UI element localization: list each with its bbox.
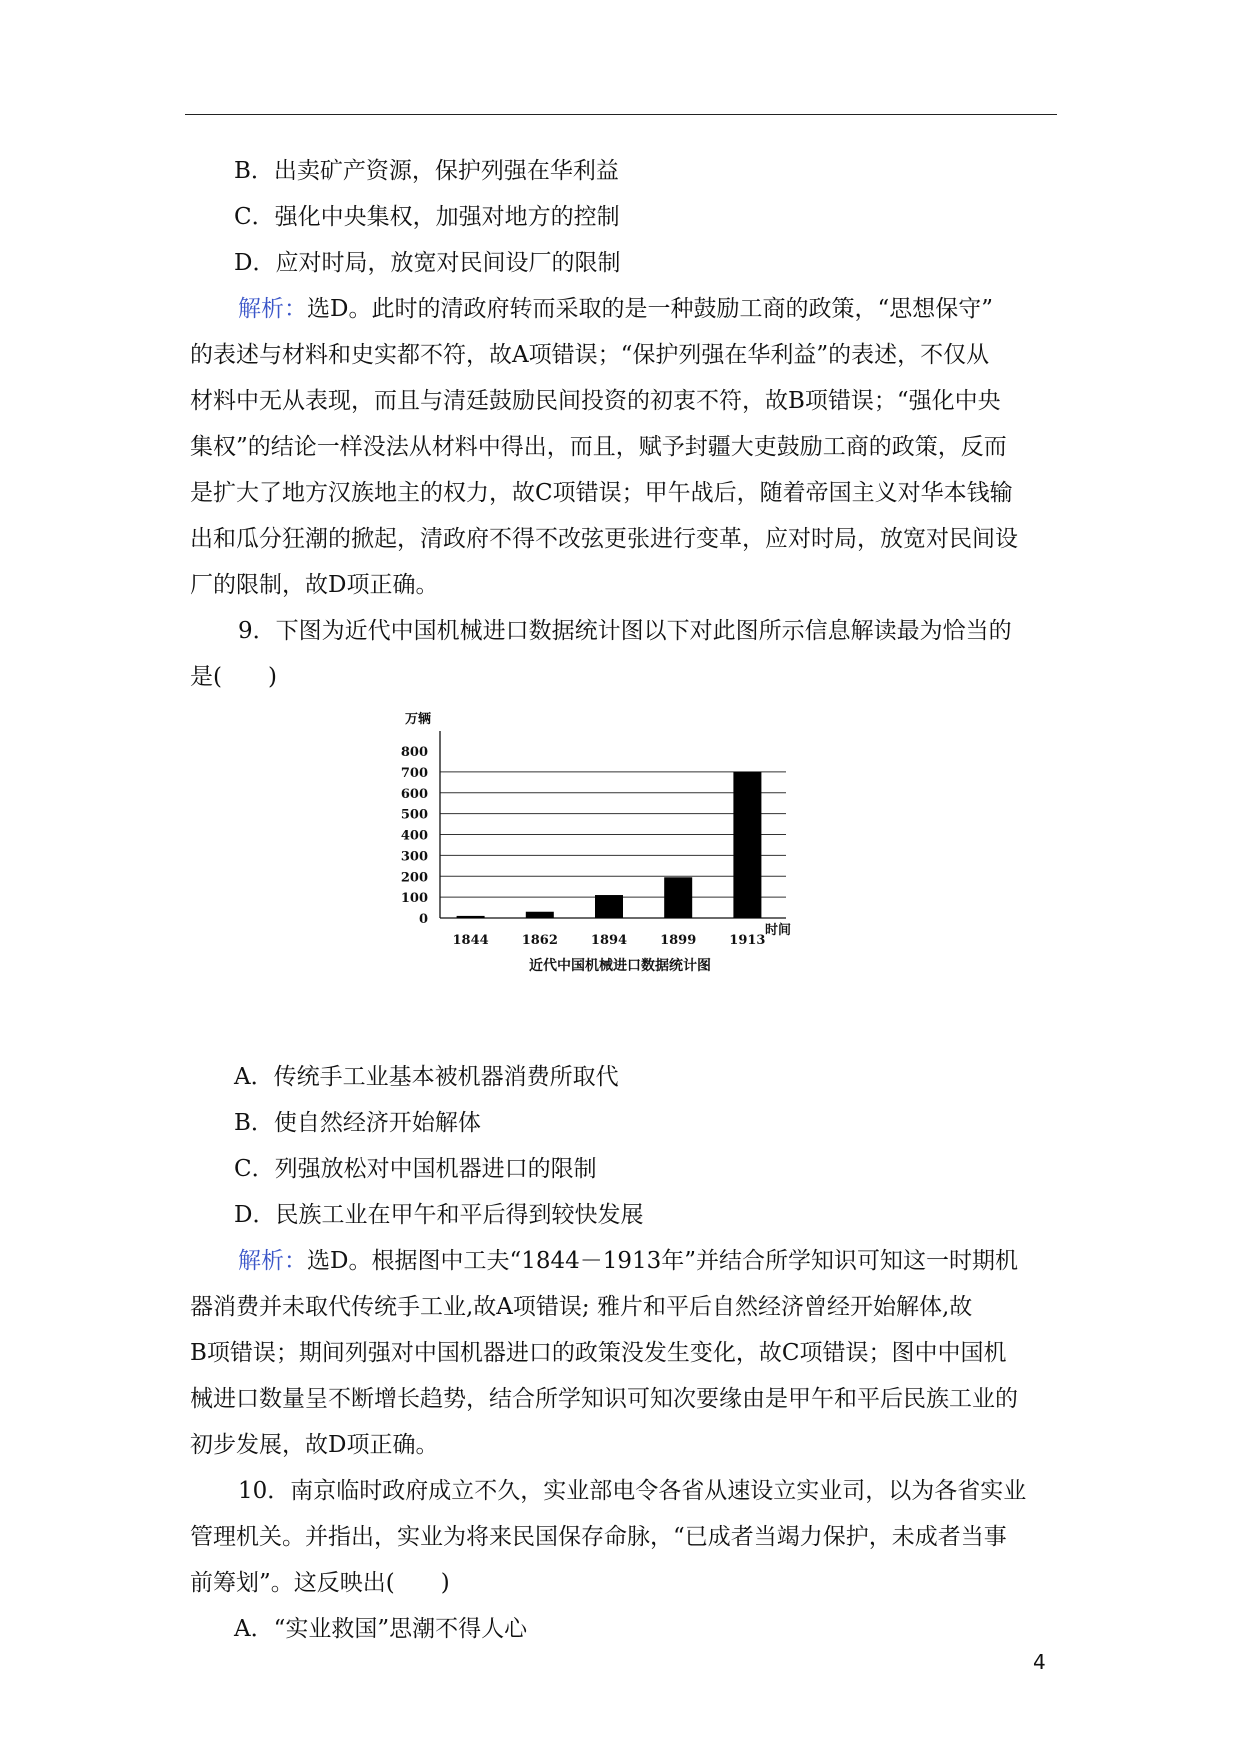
chart-title: 近代中国机械进口数据统计图 [529,958,711,974]
x-tick-label: 1899 [660,933,697,948]
analysis-label: 解析： [238,296,307,322]
bar-chart [400,704,840,1044]
bar [664,877,692,918]
bar [457,916,485,918]
analysis-8-line: 是扩大了地方汉族地主的权力，故C项错误；甲午战后，随着帝国主义对华本钱输 [190,480,1013,506]
x-tick-label: 1894 [590,933,628,948]
y-tick-label: 700 [400,765,428,781]
page-content [190,148,1062,1652]
question-9-stem: 9．下图为近代中国机械进口数据统计图以下对此图所示信息解读最为恰当的 [238,618,1012,644]
x-tick-label: 1862 [521,933,558,948]
question-9-option-d: D．民族工业在甲午和平后得到较快发展 [234,1202,644,1228]
analysis-8-line: 厂的限制，故D项正确。 [190,572,439,598]
y-tick-label: 600 [400,786,428,802]
bar [733,772,761,918]
y-tick-label: 100 [400,891,428,907]
analysis-8-line: 解析：选D。此时的清政府转而采取的是一种鼓励工商的政策，“思想保守” [238,296,993,322]
bar [526,912,554,918]
analysis-9-line: 器消费并未取代传统手工业,故A项错误; 雅片和平后自然经济曾经开始解体,故 [190,1294,973,1320]
x-axis-label: 时间 [764,923,792,938]
option-b: B．出卖矿产资源，保护列强在华利益 [234,158,619,184]
question-9-option-b: B．使自然经济开始解体 [234,1110,481,1136]
y-tick-label: 300 [400,849,428,865]
page-number: 4 [1033,1650,1046,1674]
question-10-stem: 前筹划”。这反映出( ) [190,1570,450,1596]
x-tick-label: 1844 [452,933,489,948]
y-tick-label: 200 [400,870,428,886]
question-10-stem: 管理机关。并指出，实业为将来民国保存命脉，“已成者当竭力保护，未成者当事 [190,1524,1007,1550]
y-axis-label: 万辆 [404,712,432,727]
analysis-8-line: 出和瓜分狂潮的掀起，清政府不得不改弦更张进行变革，应对时局，放宽对民间设 [190,526,1018,552]
option-d: D．应对时局，放宽对民间设厂的限制 [234,250,621,276]
analysis-9-line: 初步发展，故D项正确。 [190,1432,439,1458]
analysis-label: 解析： [238,1248,307,1274]
bar [595,895,623,918]
option-c: C．强化中央集权，加强对地方的控制 [234,204,620,230]
y-tick-label: 400 [400,828,428,844]
y-tick-label: 800 [400,745,428,760]
analysis-8-line: 集权”的结论一样没法从材料中得出，而且，赋予封疆大吏鼓励工商的政策，反而 [190,434,1007,460]
question-9-option-c: C．列强放松对中国机器进口的限制 [234,1156,597,1182]
analysis-9-line: 械进口数量呈不断增长趋势，结合所学知识可知次要缘由是甲午和平后民族工业的 [190,1386,1018,1412]
question-10-option-a: A．“实业救国”思潮不得人心 [234,1616,528,1642]
analysis-8-line: 材料中无从表现，而且与清廷鼓励民间投资的初衷不符，故B项错误；“强化中央 [190,388,1001,414]
y-tick-label: 500 [400,807,428,823]
analysis-9-line: 解析：选D。根据图中工夫“1844－1913年”并结合所学知识可知这一时期机 [238,1248,1019,1274]
analysis-9-line: B项错误；期间列强对中国机器进口的政策没发生变化，故C项错误；图中中国机 [190,1340,1007,1366]
question-10-stem: 10．南京临时政府成立不久，实业部电令各省从速设立实业司，以为各省实业 [238,1478,1027,1504]
y-tick-label: 0 [418,912,428,927]
analysis-8-line: 的表述与材料和史实都不符，故A项错误；“保护列强在华利益”的表述，不仅从 [190,342,990,368]
question-9-option-a: A．传统手工业基本被机器消费所取代 [234,1064,619,1090]
chart-container [190,704,1062,1044]
x-tick-label: 1913 [729,933,766,948]
question-9-stem: 是( ) [190,664,277,690]
header-rule [185,114,1057,115]
